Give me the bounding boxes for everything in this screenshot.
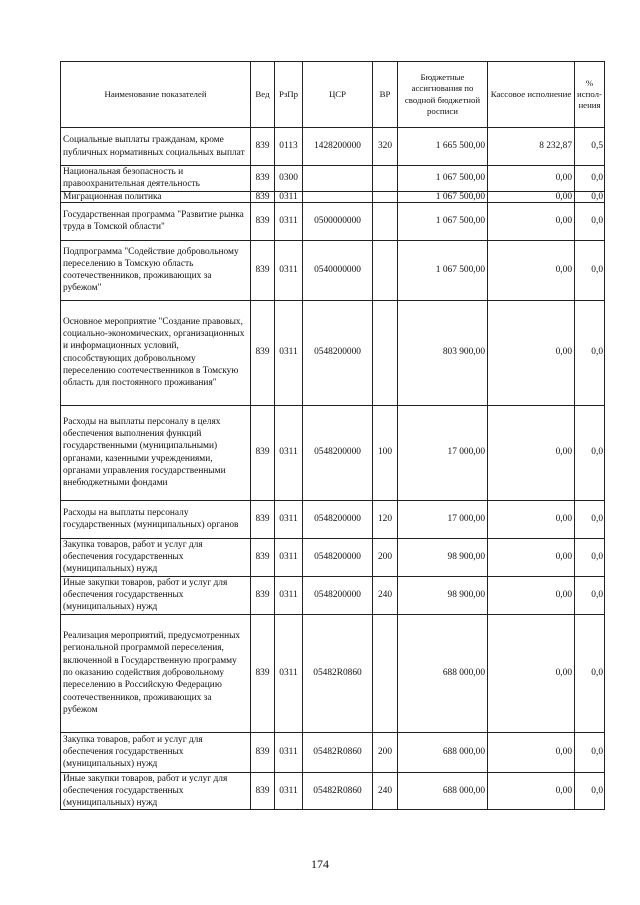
cell-vr: 200 bbox=[373, 538, 398, 576]
cell-budget: 98 900,00 bbox=[398, 538, 488, 576]
table-row bbox=[61, 614, 605, 732]
cell-rzpr: 0311 bbox=[275, 500, 303, 538]
cell-vr: 120 bbox=[373, 500, 398, 538]
cell-csr bbox=[303, 191, 373, 202]
cell-vr: 240 bbox=[373, 576, 398, 614]
cell-budget: 688 000,00 bbox=[398, 732, 488, 772]
cell-ved: 839 bbox=[251, 128, 275, 166]
cell-name: Иные закупки товаров, работ и услуг для обеспечения государственных (муниципальных) нужд bbox=[61, 772, 251, 810]
cell-ved: 839 bbox=[251, 202, 275, 240]
cell-budget: 1 067 500,00 bbox=[398, 166, 488, 192]
cell-percent: 0,0 bbox=[575, 732, 605, 772]
cell-name: Закупка товаров, работ и услуг для обеспечения государственных (муниципальных) нужд bbox=[61, 732, 251, 772]
cell-csr: 05482R0860 bbox=[303, 614, 373, 732]
cell-cash: 0,00 bbox=[488, 240, 575, 300]
cell-percent: 0,0 bbox=[575, 202, 605, 240]
cell-ved: 839 bbox=[251, 732, 275, 772]
table-row bbox=[61, 300, 605, 405]
table-body bbox=[61, 128, 605, 810]
cell-percent: 0,0 bbox=[575, 614, 605, 732]
cell-percent: 0,0 bbox=[575, 405, 605, 500]
cell-name: Реализация мероприятий, предусмотренных региональной программой переселения, включенной в Государственную программу по оказанию содействия добровольному переселению в Российскую Федерацию соотечественников, проживающих за рубежом bbox=[61, 614, 251, 732]
cell-vr bbox=[373, 191, 398, 202]
table-row bbox=[61, 576, 605, 614]
cell-vr: 240 bbox=[373, 772, 398, 810]
cell-percent: 0,0 bbox=[575, 300, 605, 405]
cell-budget: 688 000,00 bbox=[398, 772, 488, 810]
header-percent-line3: нения bbox=[578, 100, 601, 111]
cell-rzpr: 0311 bbox=[275, 614, 303, 732]
header-budget: Бюджетные ассигнования по сводной бюджетной росписи bbox=[398, 62, 488, 128]
cell-csr: 05482R0860 bbox=[303, 732, 373, 772]
cell-percent: 0,0 bbox=[575, 772, 605, 810]
cell-name: Расходы на выплаты персоналу в целях обеспечения выполнения функций государственными (муниципальными) органами, казенными учреждениями, органами управления государственными внебюджетными фондами bbox=[61, 405, 251, 500]
cell-cash: 0,00 bbox=[488, 576, 575, 614]
cell-vr bbox=[373, 202, 398, 240]
cell-rzpr: 0311 bbox=[275, 240, 303, 300]
cell-ved: 839 bbox=[251, 300, 275, 405]
cell-vr: 100 bbox=[373, 405, 398, 500]
cell-cash: 0,00 bbox=[488, 614, 575, 732]
cell-name: Иные закупки товаров, работ и услуг для обеспечения государственных (муниципальных) нужд bbox=[61, 576, 251, 614]
header-vr: ВР bbox=[373, 62, 398, 128]
cell-ved: 839 bbox=[251, 538, 275, 576]
cell-percent: 0,5 bbox=[575, 128, 605, 166]
cell-rzpr: 0113 bbox=[275, 128, 303, 166]
header-cash: Кассовое исполнение bbox=[488, 62, 575, 128]
budget-execution-table bbox=[60, 61, 605, 810]
cell-budget: 1 067 500,00 bbox=[398, 240, 488, 300]
cell-name: Социальные выплаты гражданам, кроме публичных нормативных социальных выплат bbox=[61, 128, 251, 166]
cell-name: Подпрограмма "Содействие добровольному переселению в Томскую область соотечественников, проживающих за рубежом" bbox=[61, 240, 251, 300]
cell-ved: 839 bbox=[251, 576, 275, 614]
cell-rzpr: 0311 bbox=[275, 300, 303, 405]
cell-ved: 839 bbox=[251, 191, 275, 202]
cell-ved: 839 bbox=[251, 240, 275, 300]
cell-csr: 0500000000 bbox=[303, 202, 373, 240]
cell-cash: 0,00 bbox=[488, 202, 575, 240]
cell-percent: 0,0 bbox=[575, 538, 605, 576]
table-row bbox=[61, 405, 605, 500]
cell-ved: 839 bbox=[251, 500, 275, 538]
cell-csr: 0548200000 bbox=[303, 500, 373, 538]
cell-vr bbox=[373, 166, 398, 192]
cell-vr: 320 bbox=[373, 128, 398, 166]
cell-cash: 0,00 bbox=[488, 538, 575, 576]
cell-budget: 688 000,00 bbox=[398, 614, 488, 732]
header-percent-line1: % bbox=[585, 77, 594, 88]
table-row bbox=[61, 191, 605, 202]
page-number: 174 bbox=[311, 857, 329, 871]
cell-cash: 0,00 bbox=[488, 772, 575, 810]
cell-csr: 0548200000 bbox=[303, 405, 373, 500]
cell-cash: 0,00 bbox=[488, 300, 575, 405]
cell-percent: 0,0 bbox=[575, 576, 605, 614]
cell-csr: 05482R0860 bbox=[303, 772, 373, 810]
cell-csr: 0540000000 bbox=[303, 240, 373, 300]
cell-rzpr: 0311 bbox=[275, 191, 303, 202]
header-csr: ЦСР bbox=[303, 62, 373, 128]
cell-percent: 0,0 bbox=[575, 191, 605, 202]
cell-ved: 839 bbox=[251, 772, 275, 810]
cell-budget: 1 067 500,00 bbox=[398, 202, 488, 240]
table-header-row bbox=[61, 62, 605, 128]
cell-csr: 0548200000 bbox=[303, 300, 373, 405]
cell-csr: 1428200000 bbox=[303, 128, 373, 166]
cell-cash: 0,00 bbox=[488, 191, 575, 202]
table-row bbox=[61, 500, 605, 538]
cell-budget: 17 000,00 bbox=[398, 405, 488, 500]
table-row bbox=[61, 202, 605, 240]
cell-rzpr: 0311 bbox=[275, 538, 303, 576]
cell-rzpr: 0311 bbox=[275, 576, 303, 614]
cell-rzpr: 0311 bbox=[275, 405, 303, 500]
cell-budget: 17 000,00 bbox=[398, 500, 488, 538]
cell-cash: 0,00 bbox=[488, 732, 575, 772]
table-row bbox=[61, 538, 605, 576]
cell-ved: 839 bbox=[251, 166, 275, 192]
header-percent bbox=[575, 62, 605, 128]
cell-cash: 0,00 bbox=[488, 405, 575, 500]
table-row bbox=[61, 732, 605, 772]
cell-cash: 0,00 bbox=[488, 500, 575, 538]
cell-csr: 0548200000 bbox=[303, 538, 373, 576]
header-rzpr: РзПр bbox=[275, 62, 303, 128]
header-name: Наименование показателей bbox=[61, 62, 251, 128]
cell-name: Государственная программа "Развитие рынка труда в Томской области" bbox=[61, 202, 251, 240]
cell-budget: 803 900,00 bbox=[398, 300, 488, 405]
cell-name: Закупка товаров, работ и услуг для обеспечения государственных (муниципальных) нужд bbox=[61, 538, 251, 576]
cell-percent: 0,0 bbox=[575, 166, 605, 192]
cell-vr bbox=[373, 300, 398, 405]
header-percent-line2: испол- bbox=[577, 88, 602, 99]
cell-csr bbox=[303, 166, 373, 192]
cell-name: Национальная безопасность и правоохранительная деятельность bbox=[61, 166, 251, 192]
cell-vr: 200 bbox=[373, 732, 398, 772]
cell-rzpr: 0311 bbox=[275, 732, 303, 772]
cell-vr bbox=[373, 240, 398, 300]
cell-csr: 0548200000 bbox=[303, 576, 373, 614]
cell-rzpr: 0300 bbox=[275, 166, 303, 192]
cell-rzpr: 0311 bbox=[275, 202, 303, 240]
cell-percent: 0,0 bbox=[575, 500, 605, 538]
cell-ved: 839 bbox=[251, 614, 275, 732]
cell-rzpr: 0311 bbox=[275, 772, 303, 810]
table-row bbox=[61, 240, 605, 300]
cell-ved: 839 bbox=[251, 405, 275, 500]
cell-percent: 0,0 bbox=[575, 240, 605, 300]
table-row bbox=[61, 166, 605, 192]
cell-budget: 1 067 500,00 bbox=[398, 191, 488, 202]
cell-cash: 8 232,87 bbox=[488, 128, 575, 166]
cell-name: Миграционная политика bbox=[61, 191, 251, 202]
header-ved: Вед bbox=[251, 62, 275, 128]
cell-vr bbox=[373, 614, 398, 732]
table-row bbox=[61, 772, 605, 810]
cell-budget: 98 900,00 bbox=[398, 576, 488, 614]
cell-name: Расходы на выплаты персоналу государственных (муниципальных) органов bbox=[61, 500, 251, 538]
cell-budget: 1 665 500,00 bbox=[398, 128, 488, 166]
cell-cash: 0,00 bbox=[488, 166, 575, 192]
cell-name: Основное мероприятие "Создание правовых, социально-экономических, организационных и информационных условий, способствующих добровольному переселению соотечественников в Томскую область для постоянного проживания" bbox=[61, 300, 251, 405]
table-row bbox=[61, 128, 605, 166]
